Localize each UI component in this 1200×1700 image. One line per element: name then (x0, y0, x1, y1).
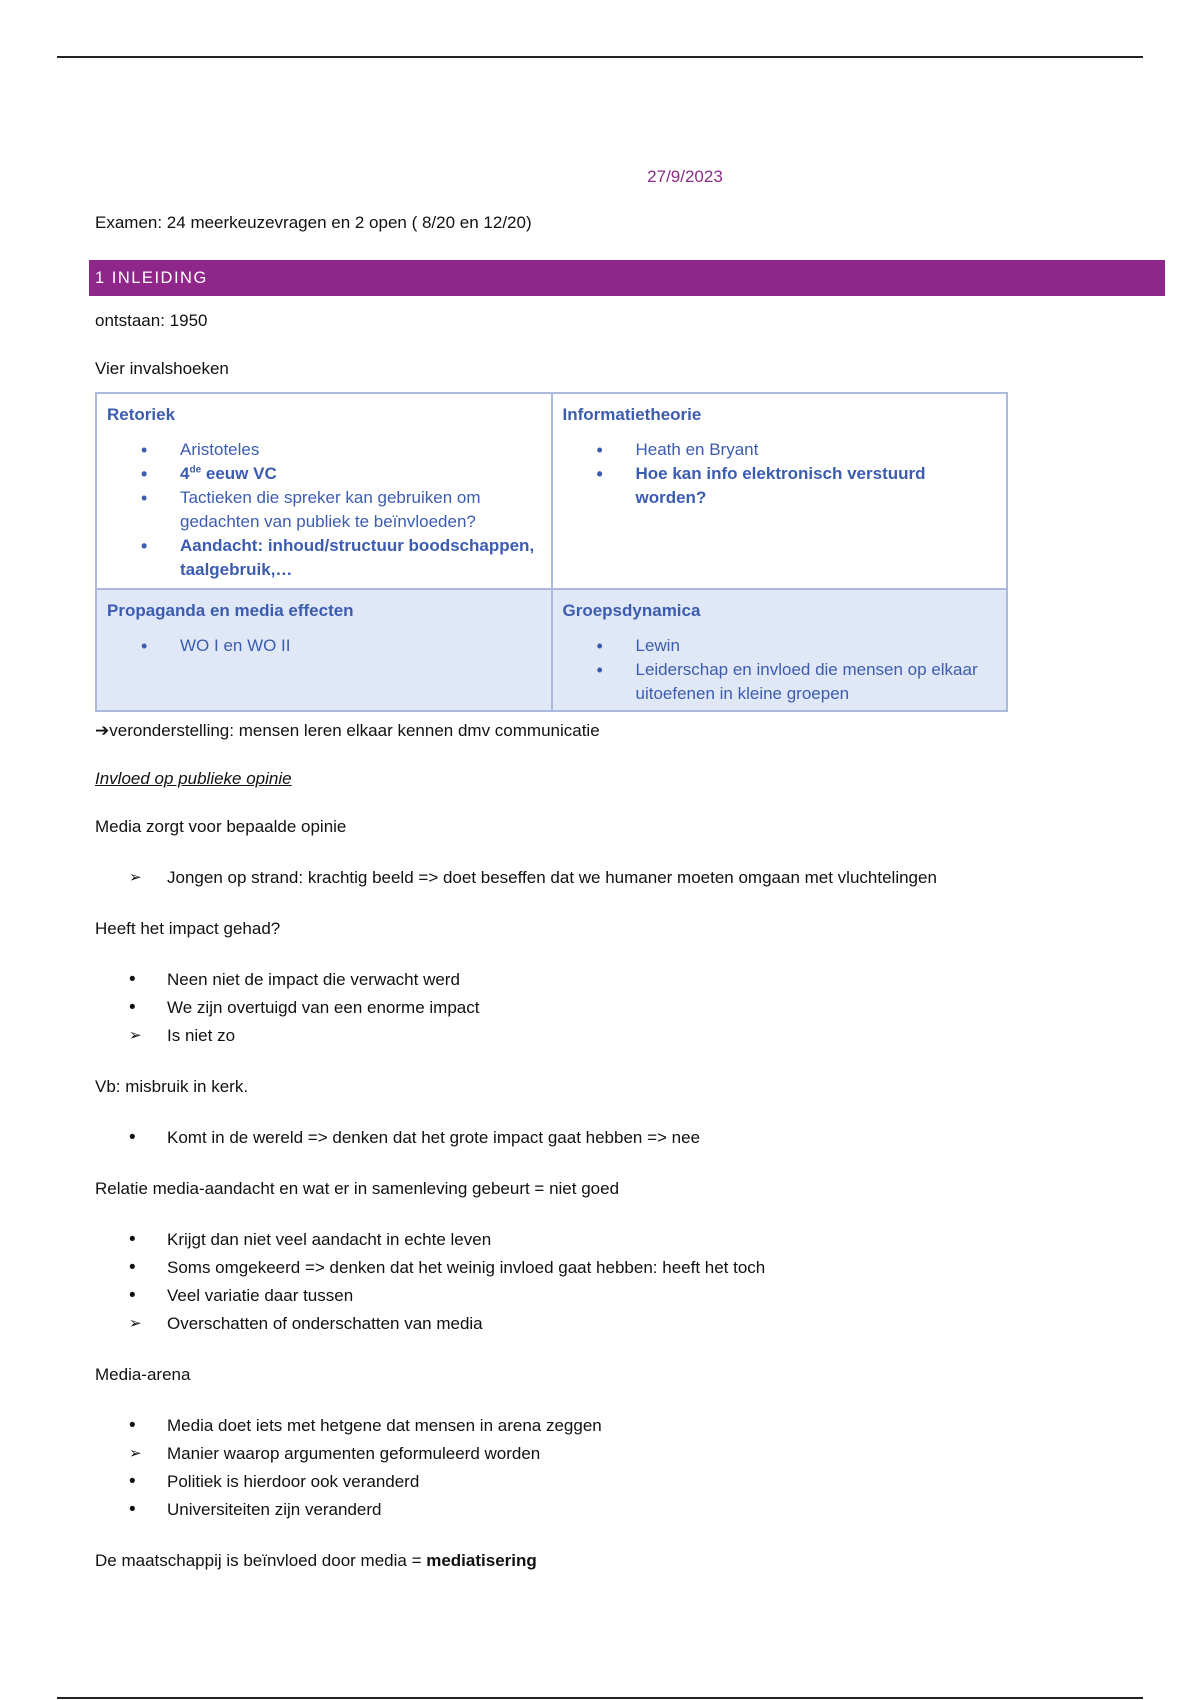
cell-title-informatietheorie: Informatietheorie (562, 405, 702, 424)
impact-question: Heeft het impact gehad? (95, 919, 281, 938)
century-text: eeuw VC (201, 464, 277, 483)
list-item: ➢ Is niet zo (95, 1022, 1165, 1050)
list-item: • Aristoteles (107, 438, 541, 462)
list-item: • Politiek is hierdoor ook veranderd (95, 1468, 1165, 1496)
list-item: • Soms omgekeerd => denken dat het weinig invloed gaat hebben: heeft het toch (95, 1254, 1165, 1282)
subheading-invloed: Invloed op publieke opinie (95, 769, 292, 788)
header-rule (57, 56, 1143, 58)
cell-retoriek (96, 393, 552, 589)
groepsdynamica-list (563, 634, 997, 706)
vier-invalshoeken: Vier invalshoeken (95, 359, 229, 378)
cell-propaganda (96, 589, 552, 711)
cell-title-propaganda: Propaganda en media effecten (107, 601, 354, 620)
list-item: • We zijn overtuigd van een enorme impact (95, 994, 1165, 1022)
media-zorgt-line: Media zorgt voor bepaalde opinie (95, 817, 347, 836)
list-impact (95, 966, 1165, 1050)
cell-title-groepsdynamica: Groepsdynamica (562, 601, 701, 620)
list-item: • Lewin (563, 634, 997, 658)
list-item: ➢ Manier waarop argumenten geformuleerd worden (95, 1440, 1165, 1468)
list-item: • Leiderschap en invloed die mensen op elkaar uitoefenen in kleine groepen (563, 658, 997, 706)
list-item (107, 462, 541, 486)
cell-title-retoriek: Retoriek (107, 405, 176, 424)
list-item: • WO I en WO II (107, 634, 541, 658)
veronderstelling-line (95, 720, 1165, 742)
list-item: • Veel variatie daar tussen (95, 1282, 1165, 1310)
section-heading: 1 INLEIDING (89, 260, 1165, 296)
mediatisering-term: mediatisering (426, 1551, 537, 1570)
list-arena (95, 1412, 1165, 1524)
list-item: • Universiteiten zijn veranderd (95, 1496, 1165, 1524)
invalshoeken-table (95, 392, 1008, 712)
propaganda-list (107, 634, 541, 658)
list-item: • Hoe kan info elektronisch verstuurd worden? (563, 462, 997, 510)
ontstaan-line: ontstaan: 1950 (95, 311, 208, 330)
list-item: ➢ Overschatten of onderschatten van media (95, 1310, 1165, 1338)
document-body (95, 166, 1165, 1598)
media-arena-line: Media-arena (95, 1365, 191, 1384)
list-jongen (95, 864, 1165, 892)
list-item: • Heath en Bryant (563, 438, 997, 462)
maatschappij-line (95, 1550, 1165, 1572)
list-relatie (95, 1226, 1165, 1338)
maatschappij-text: De maatschappij is beïnvloed door media = (95, 1551, 427, 1570)
footer-rule (57, 1697, 1143, 1699)
veronderstelling-text: veronderstelling: mensen leren elkaar kennen dmv communicatie (109, 721, 600, 740)
exam-line: Examen: 24 meerkeuzevragen en 2 open ( 8/20 en 12/20) (95, 213, 532, 232)
century-number: 4 (180, 464, 190, 483)
informatietheorie-list (563, 438, 997, 510)
century-suffix: de (189, 464, 202, 476)
list-item: • Krijgt dan niet veel aandacht in echte leven (95, 1226, 1165, 1254)
list-item: ➢ Jongen op strand: krachtig beeld => doet beseffen dat we humaner moeten omgaan met vluchtelingen (95, 864, 1165, 892)
list-item: • Komt in de wereld => denken dat het grote impact gaat hebben => nee (95, 1124, 1165, 1152)
list-item: • Neen niet de impact die verwacht werd (95, 966, 1165, 994)
document-date: 27/9/2023 (647, 167, 723, 186)
cell-groepsdynamica (552, 589, 1008, 711)
list-vb (95, 1124, 1165, 1152)
list-item: • Aandacht: inhoud/structuur boodschappen, taalgebruik,… (107, 534, 541, 582)
cell-informatietheorie (552, 393, 1008, 589)
retoriek-list (107, 438, 541, 582)
list-item: • Tactieken die spreker kan gebruiken om gedachten van publiek te beïnvloeden? (107, 486, 541, 534)
list-item: • Media doet iets met hetgene dat mensen in arena zeggen (95, 1412, 1165, 1440)
arrow-right-icon: ➔ (95, 721, 110, 740)
vb-line: Vb: misbruik in kerk. (95, 1077, 249, 1096)
relatie-line: Relatie media-aandacht en wat er in samenleving gebeurt = niet goed (95, 1179, 620, 1198)
